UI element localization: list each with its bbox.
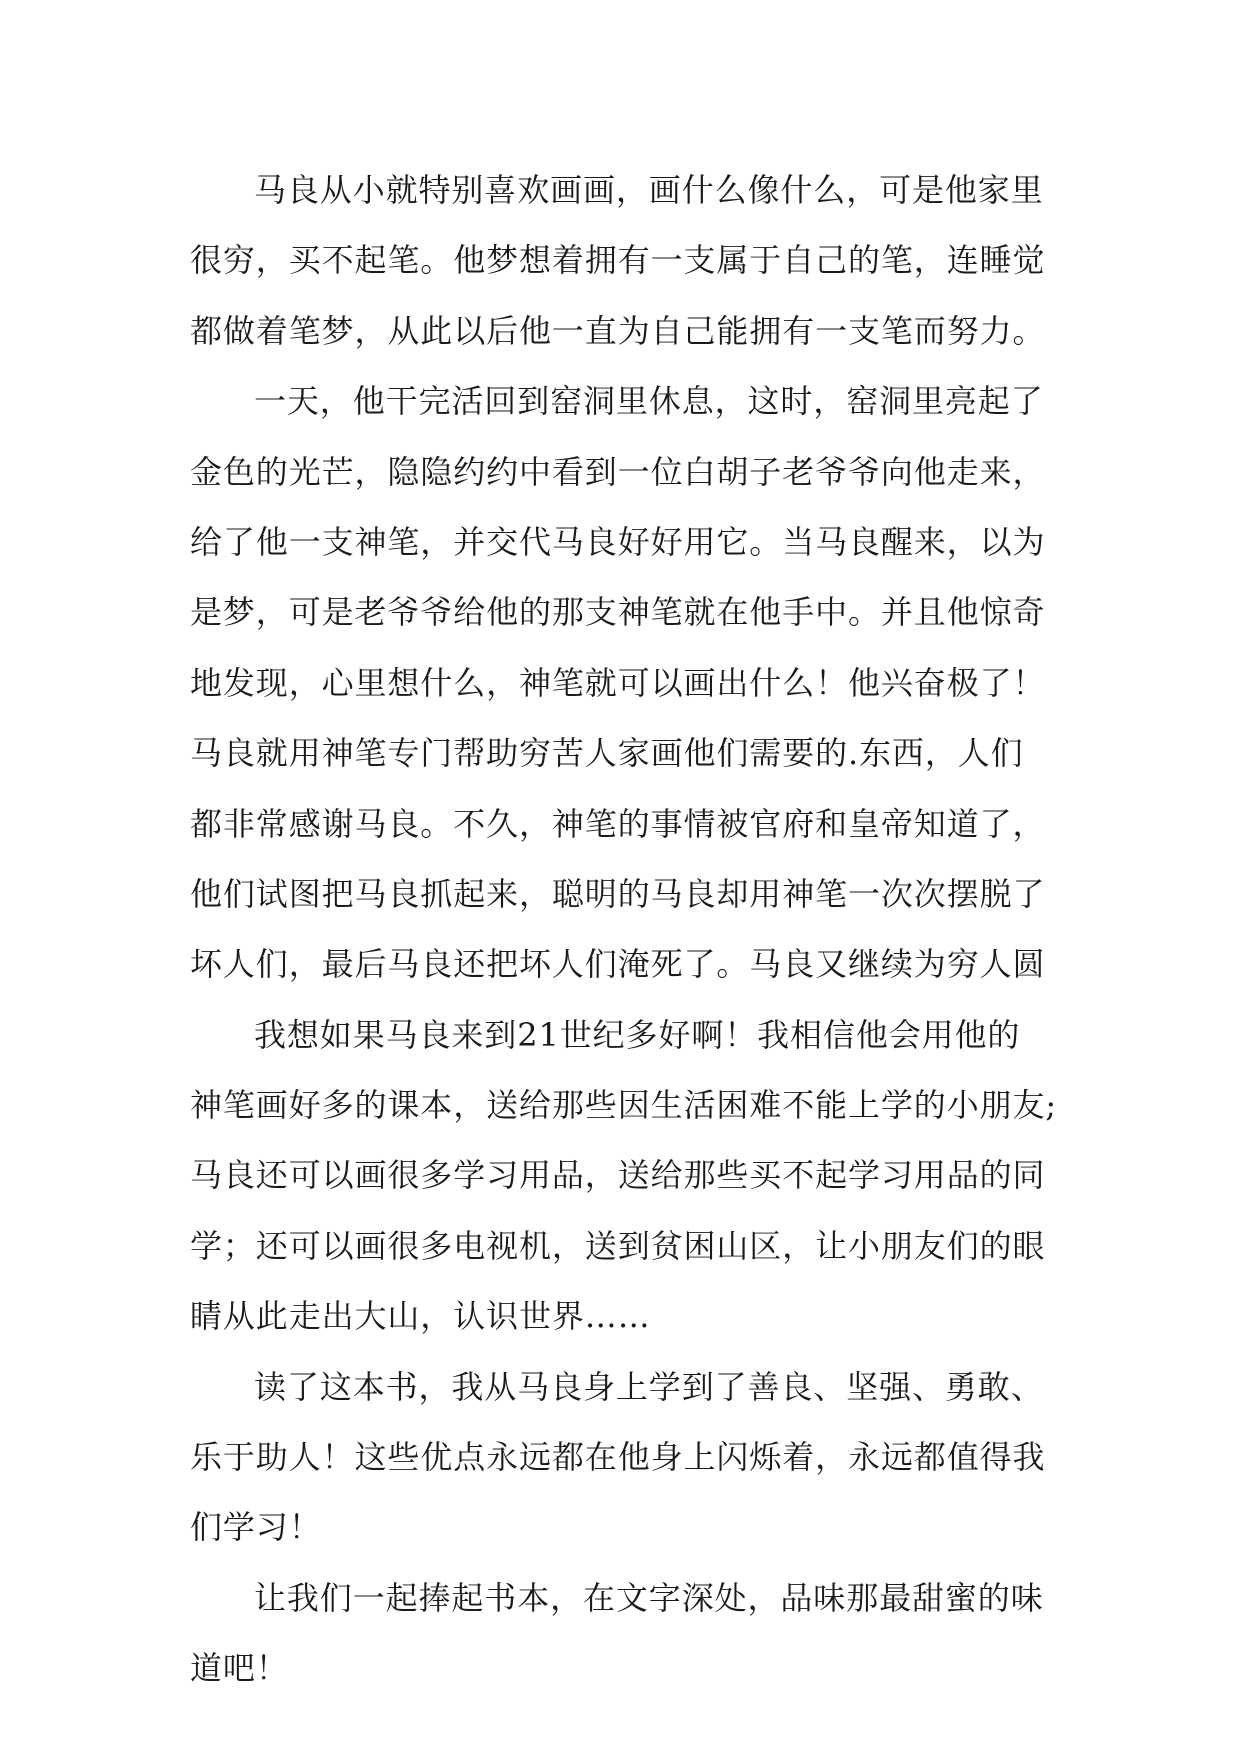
text-line: 很穷，买不起笔。他梦想着拥有一支属于自己的笔，连睡觉 [190,241,1046,280]
text-line: 都做着笔梦，从此以后他一直为自己能拥有一支笔而努力。 [190,311,1046,350]
text-line: 他们试图把马良抓起来，聪明的马良却用神笔一次次摆脱了 [190,874,1046,913]
text-line: 道吧！ [190,1649,289,1688]
text-line: 让我们一起捧起书本，在文字深处，品味那最甜蜜的味 [254,1578,1044,1617]
text-line: 我想如果马良来到21世纪多好啊！我相信他会用他的 [254,1015,1021,1054]
text-line: 坏人们，最后马良还把坏人们淹死了。马良又继续为穷人圆 [190,945,1046,984]
text-line: 马良就用神笔专门帮助穷苦人家画他们需要的.东西，人们 [190,734,1024,773]
document-body [190,155,1070,1704]
text-line: 乐于助人！这些优点永远都在他身上闪烁着，永远都值得我 [190,1438,1046,1477]
text-line: 马良还可以画很多学习用品，送给那些买不起学习用品的同 [190,1156,1046,1195]
text-line: 们学习！ [190,1508,322,1547]
paragraph-3 [190,1000,1070,1352]
text-line: 金色的光芒，隐隐约约中看到一位白胡子老爷爷向他走来， [190,452,1046,491]
text-line: 一天，他干完活回到窑洞里休息，这时，窑洞里亮起了 [254,382,1044,421]
text-line: 神笔画好多的课本，送给那些因生活困难不能上学的小朋友; [190,1086,1058,1125]
paragraph-4 [190,1352,1070,1563]
text-line: 学；还可以画很多电视机，送到贫困山区，让小朋友们的眼 [190,1226,1046,1265]
text-line: 地发现，心里想什么，神笔就可以画出什么！他兴奋极了！ [190,663,1046,702]
text-line: 马良从小就特别喜欢画画，画什么像什么，可是他家里 [254,171,1044,209]
text-line: 是梦，可是老爷爷给他的那支神笔就在他手中。并且他惊奇 [190,593,1046,632]
text-line: 给了他一支神笔，并交代马良好好用它。当马良醒来，以为 [190,522,1046,561]
paragraph-2 [190,366,1070,1000]
paragraph-1 [190,155,1070,366]
text-line: 都非常感谢马良。不久，神笔的事情被官府和皇帝知道了， [190,804,1046,843]
text-line: 睛从此走出大山，认识世界…… [190,1297,651,1336]
text-line: 读了这本书，我从马良身上学到了善良、坚强、勇敢、 [254,1367,1044,1406]
paragraph-5 [190,1563,1070,1704]
